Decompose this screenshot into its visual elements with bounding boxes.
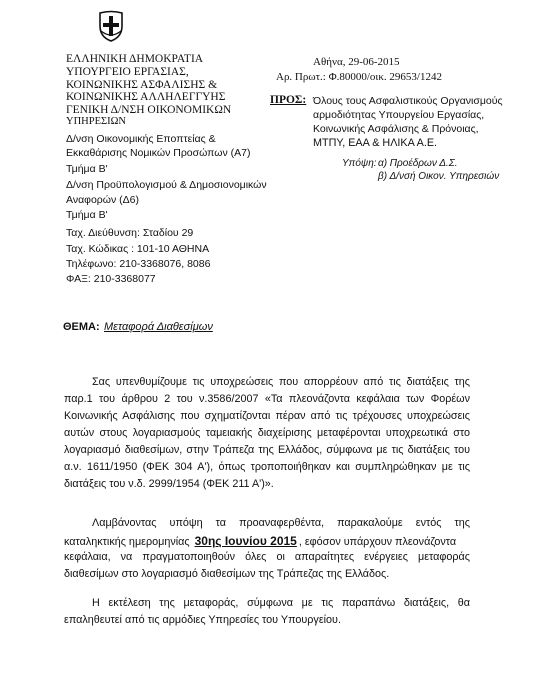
sender-line: Αναφορών (Δ6) xyxy=(66,194,139,206)
sender-line: Δ/νση Προϋπολογισμού & Δημοσιονομικών xyxy=(66,179,267,191)
body-line: α.ν. 1611/1950 (ΦΕΚ 304 Α'), όπως τροποποιήθηκαν και συμπληρώθηκαν με τις xyxy=(64,461,470,473)
subject-label: ΘΕΜΑ: xyxy=(63,321,100,333)
sender-line: ΕΛΛΗΝΙΚΗ ΔΗΜΟΚΡΑΤΙΑ xyxy=(66,53,204,65)
sender-line: Εκκαθάρισης Νομικών Προσώπων (Α7) xyxy=(66,147,251,159)
body-line: αυτών στους λογαριασμούς ταμειακής διαχείρισης μεταφέρονται υποχρεωτικά στο xyxy=(64,427,470,439)
sender-line: ΓΕΝΙΚΗ Δ/ΝΣΗ ΟΙΚΟΝΟΜΙΚΩΝ xyxy=(66,104,232,116)
sender-line: Τμήμα Β' xyxy=(66,163,108,175)
sender-line: ΚΟΙΝΩΝΙΚΗΣ ΑΛΛΗΛΕΓΓΥΗΣ xyxy=(66,91,226,103)
sender-line: ΥΠΟΥΡΓΕΙΟ ΕΡΓΑΣΙΑΣ, xyxy=(66,66,189,78)
recipient-line: αρμοδιότητας Υπουργείου Εργασίας, xyxy=(313,109,485,121)
body-line: λογαριασμό διαθεσίμων, στην Τράπεζα της Ελλάδος, σύμφωνα με τις διατάξεις του xyxy=(64,444,470,456)
sender-line: Τμήμα Β' xyxy=(66,209,108,221)
recipient-line: ΜΤΠΥ, ΕΑΑ & ΗΛΙΚΑ Α.Ε. xyxy=(313,137,438,149)
sender-line: ΚΟΙΝΩΝΙΚΗΣ ΑΣΦΑΛΙΣΗΣ & xyxy=(66,79,218,91)
body-line: διαθεσίμων στο λογαριασμό διαθεσίμων της Τράπεζας της Ελλάδος. xyxy=(64,568,390,580)
recipient-label: ΠΡΟΣ: xyxy=(270,94,307,106)
deadline-prefix: καταληκτικής ημερομηνίας xyxy=(64,536,190,548)
recipient-line: Κοινωνικής Ασφάλισης & Πρόνοιας, xyxy=(313,123,479,135)
notify-label: Υπόψη: xyxy=(342,158,377,169)
deadline-suffix: , εφόσον υπάρχουν πλεονάζοντα xyxy=(298,536,457,548)
date-line: Αθήνα, 29-06-2015 xyxy=(313,56,400,68)
body-line: επαληθευτεί από τις αρμόδιες Υπηρεσίες του Υπουργείου. xyxy=(64,614,341,626)
body-line: διατάξεις του ν.δ. 2999/1954 (ΦΕΚ 211 Α')». xyxy=(64,478,274,490)
sender-line: Δ/νση Οικονομικής Εποπτείας & xyxy=(66,133,216,145)
body-line: Σας υπενθυμίζουμε τις υποχρεώσεις που απορρέουν από τις διατάξεις της xyxy=(92,376,470,388)
body-line: κεφάλαια, να πραγματοποιηθούν όλες οι απαραίτητες ενέργειες μεταφοράς xyxy=(64,551,470,563)
body-line xyxy=(64,534,470,548)
subject-text: Μεταφορά Διαθεσίμων xyxy=(104,321,213,333)
body-line: Λαμβάνοντας υπόψη τα προαναφερθέντα, παρακαλούμε εντός της xyxy=(92,517,470,529)
greek-emblem-icon xyxy=(98,10,124,42)
fax-line: ΦΑΞ: 210-3368077 xyxy=(66,273,156,285)
sender-line: ΥΠΗΡΕΣΙΩΝ xyxy=(66,116,126,127)
notify-line: β) Δ/νσή Οικον. Υπηρεσιών xyxy=(378,171,500,182)
protocol-number: Αρ. Πρωτ.: Φ.80000/οικ. 29653/1242 xyxy=(276,71,442,83)
deadline-date: 30ης Ιουνίου 2015 xyxy=(194,534,297,548)
notify-line: α) Προέδρων Δ.Σ. xyxy=(378,158,458,169)
body-line: παρ.1 του άρθρου 2 του ν.3586/2007 «Τα πλεονάζοντα κεφάλαια των Φορέων xyxy=(64,393,470,405)
phone-line: Τηλέφωνο: 210-3368076, 8086 xyxy=(66,258,211,270)
body-line: Κοινωνικής Ασφάλισης που σχηματίζονται πέραν από τις τρέχουσες υποχρεώσεις xyxy=(64,410,470,422)
body-line: Η εκτέλεση της μεταφοράς, σύμφωνα με τις παραπάνω διατάξεις, θα xyxy=(92,597,470,609)
address-line: Ταχ. Διεύθυνση: Σταδίου 29 xyxy=(66,227,194,239)
postcode-line: Ταχ. Κώδικας : 101-10 ΑΘΗΝΑ xyxy=(66,243,210,255)
recipient-line: Όλους τους Ασφαλιστικούς Οργανισμούς xyxy=(313,95,503,107)
